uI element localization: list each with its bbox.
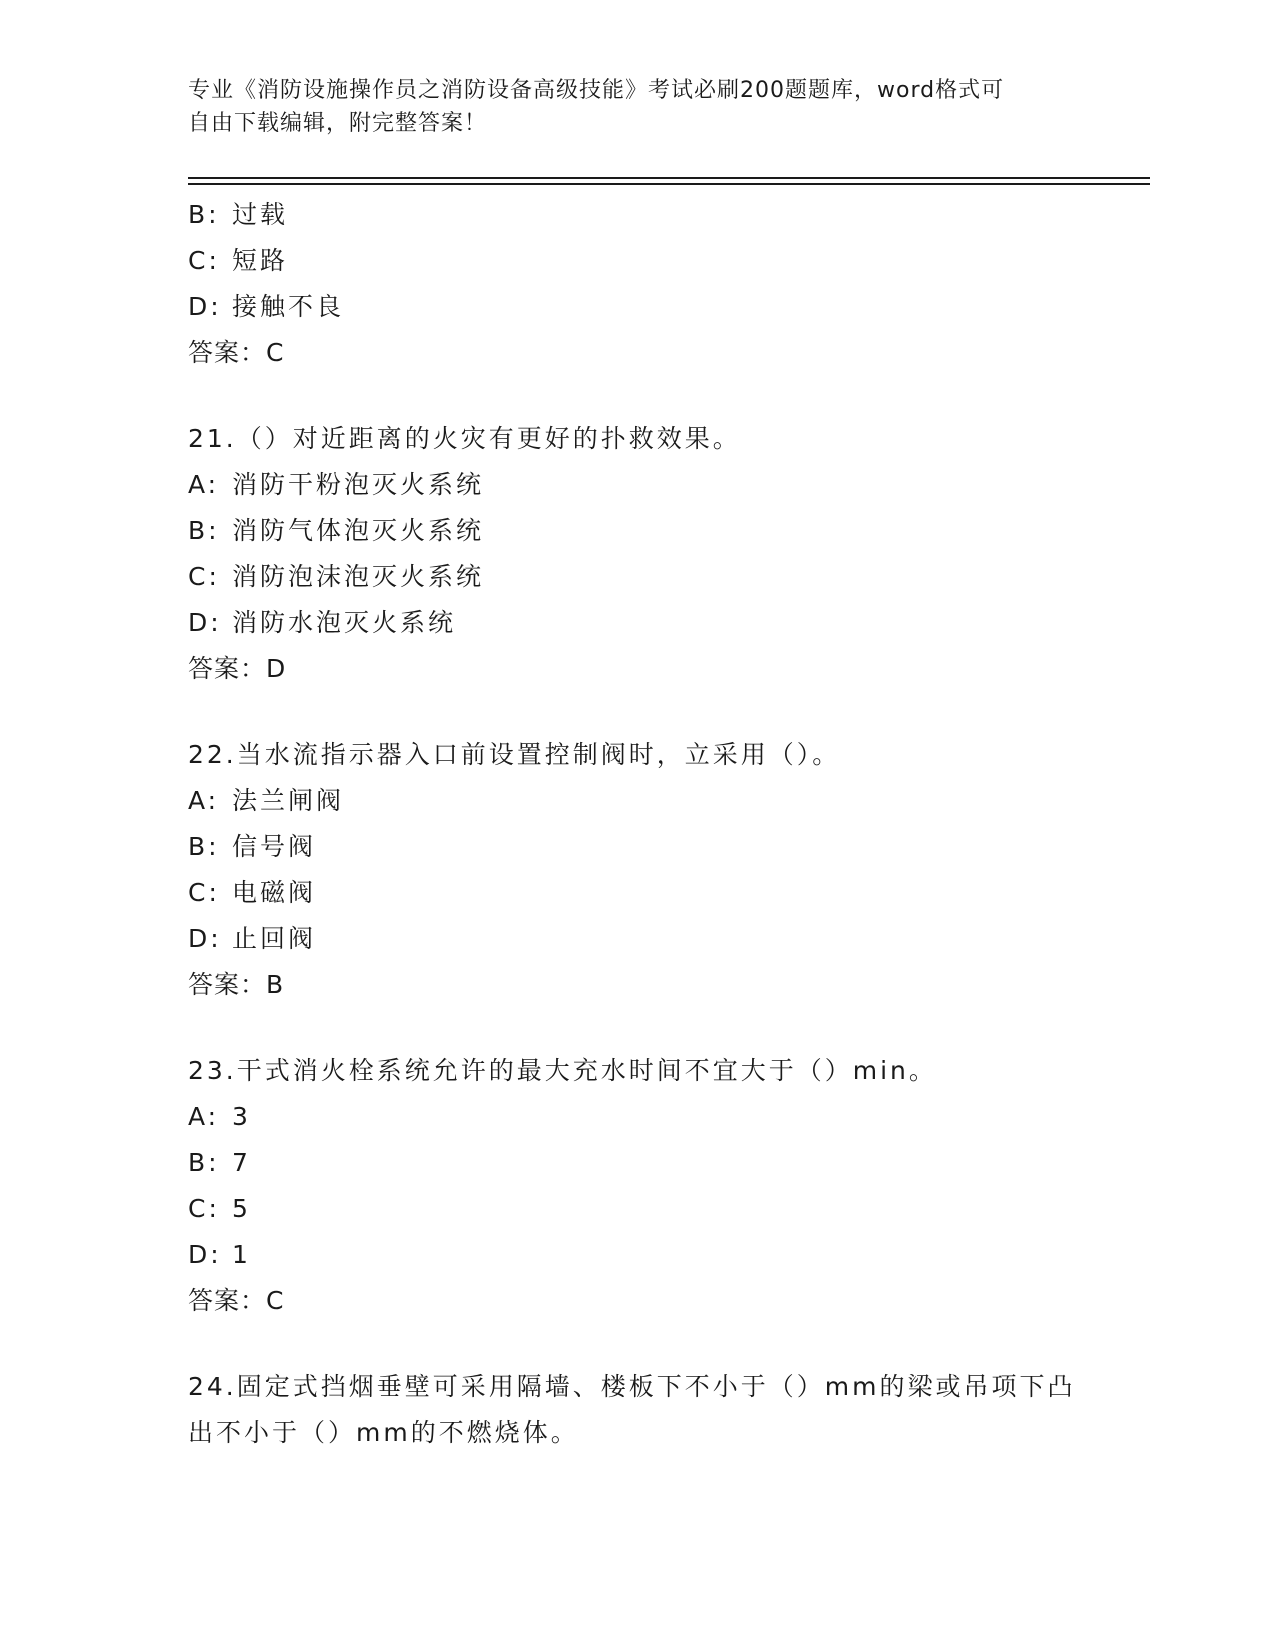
document-header — [188, 74, 1088, 140]
option-d: D: 1 — [188, 1240, 251, 1269]
question-24 — [188, 1364, 1088, 1456]
question-list — [188, 192, 1088, 1456]
option-b: B: 过载 — [188, 200, 289, 229]
question-title: 22.当水流指示器入口前设置控制阀时，立采用（）。 — [188, 740, 841, 769]
question-title-continued: 出不小于（）mm的不燃烧体。 — [188, 1418, 579, 1447]
option-d: D: 接触不良 — [188, 292, 345, 321]
question-title: 23.干式消火栓系统允许的最大充水时间不宜大于（）min。 — [188, 1056, 937, 1085]
header-rule-top — [188, 177, 1150, 179]
answer: 答案：B — [188, 970, 285, 999]
question-title: 21.（）对近距离的火灾有更好的扑救效果。 — [188, 424, 741, 453]
question-title: 24.固定式挡烟垂壁可采用隔墙、楼板下不小于（）mm的梁或吊项下凸 — [188, 1372, 1076, 1401]
header-rule-bottom — [188, 183, 1150, 185]
header-line-1: 专业《消防设施操作员之消防设备高级技能》考试必刷200题题库，word格式可 — [188, 78, 1005, 103]
option-b: B: 消防气体泡灭火系统 — [188, 516, 485, 545]
option-b: B: 信号阀 — [188, 832, 317, 861]
question-22 — [188, 732, 1088, 1008]
header-line-2: 自由下载编辑，附完整答案！ — [188, 111, 488, 136]
answer: 答案：D — [188, 654, 287, 683]
option-d: D: 消防水泡灭火系统 — [188, 608, 457, 637]
option-c: C: 消防泡沫泡灭火系统 — [188, 562, 485, 591]
option-d: D: 止回阀 — [188, 924, 317, 953]
question-21 — [188, 416, 1088, 692]
question-20-tail — [188, 192, 1088, 376]
question-23 — [188, 1048, 1088, 1324]
option-b: B: 7 — [188, 1148, 251, 1177]
answer: 答案：C — [188, 1286, 285, 1315]
option-a: A: 消防干粉泡灭火系统 — [188, 470, 485, 499]
option-c: C: 短路 — [188, 246, 289, 275]
answer: 答案：C — [188, 338, 285, 367]
option-a: A: 法兰闸阀 — [188, 786, 345, 815]
option-a: A: 3 — [188, 1102, 251, 1131]
option-c: C: 电磁阀 — [188, 878, 317, 907]
option-c: C: 5 — [188, 1194, 251, 1223]
